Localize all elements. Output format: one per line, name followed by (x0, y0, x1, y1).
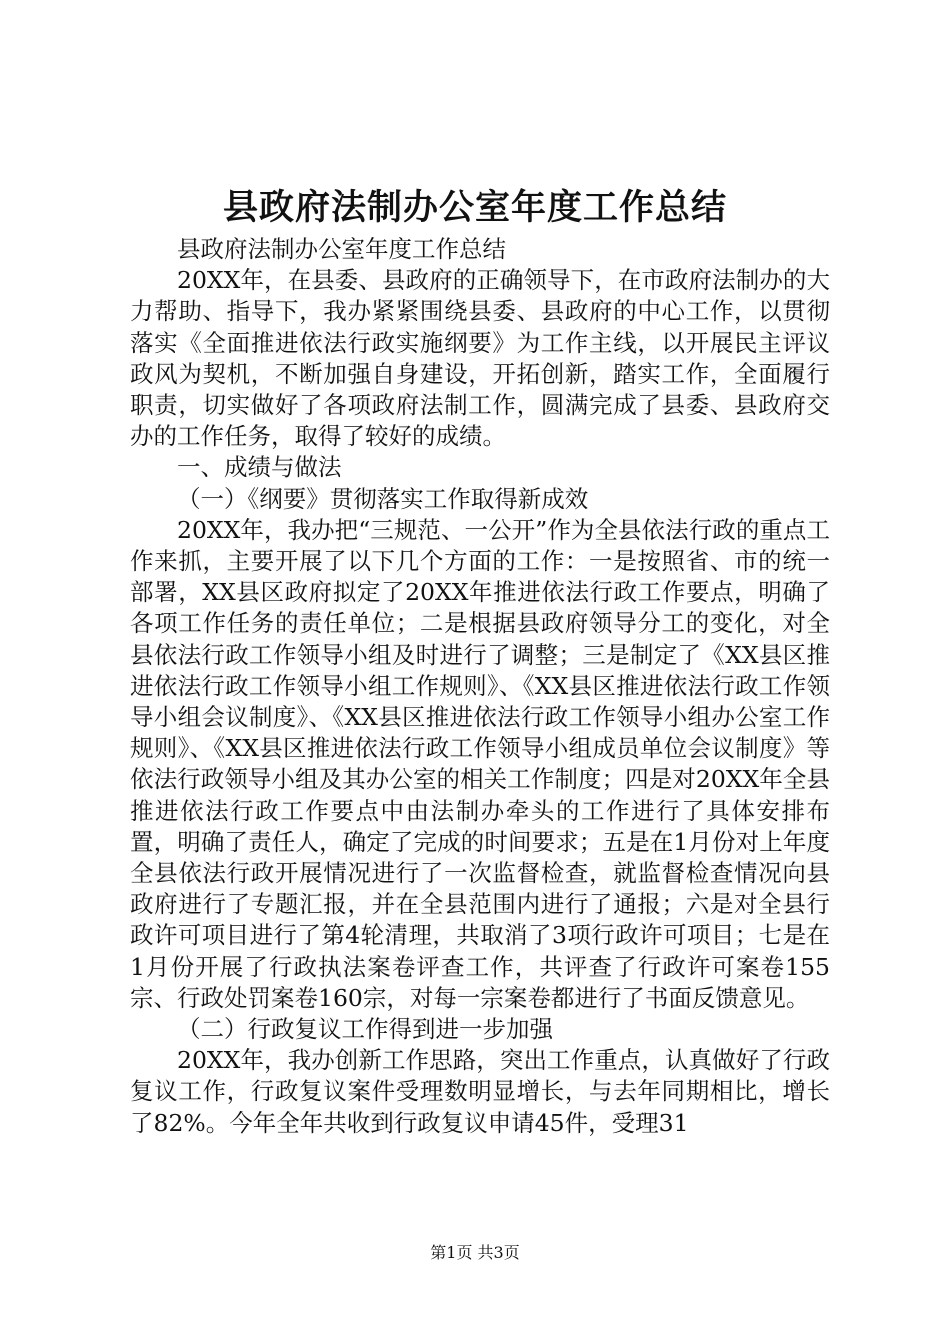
paragraph-body: 20XX年，我办创新工作思路，突出工作重点，认真做好了行政复议工作，行政复议案件受理数明显增长，与去年同期相比，增长了82%。今年全年共收到行政复议申请45件，受理31 (130, 1046, 830, 1137)
subsection-heading: （二）行政复议工作得到进一步加强 (177, 1015, 553, 1044)
paragraph-subtitle: 县政府法制办公室年度工作总结 (177, 235, 506, 263)
document-title: 县政府法制办公室年度工作总结 (222, 187, 727, 228)
document-body (130, 234, 830, 1139)
page-footer: 第1页 共3页 (430, 1243, 520, 1262)
paragraph-intro: 20XX年，在县委、县政府的正确领导下，在市政府法制办的大力帮助、指导下，我办紧紧围绕县委、县政府的中心工作，以贯彻落实《全面推进依法行政实施纲要》为工作主线，以开展民主评议政风为契机，不断加强自身建设，开拓创新，踏实工作，全面履行职责，切实做好了各项政府法制工作，圆满完成了县委、县政府交办的工作任务，取得了较好的成绩。 (130, 266, 830, 451)
subsection-heading: （一）《纲要》贯彻落实工作取得新成效 (177, 484, 589, 513)
section-heading: 一、成绩与做法 (177, 453, 342, 482)
paragraph-body: 20XX年，我办把“三规范、一公开”作为全县依法行政的重点工作来抓，主要开展了以下几个方面的工作：一是按照省、市的统一部署，XX县区政府拟定了20XX年推进依法行政工作要点，明确了各项工作任务的责任单位；二是根据县政府领导分工的变化，对全县依法行政工作领导小组及时进行了调整；三是制定了《XX县区推进依法行政工作领导小组工作规则》、《XX县区推进依法行政工作领导小组会议制度》、《XX县区推进依法行政工作领导小组办公室工作规则》、《XX县区推进依法行政工作领导小组成员单位会议制度》等依法行政领导小组及其办公室的相关工作制度；四是对20XX年全县推进依法行政工作要点中由法制办牵头的工作进行了具体安排布置，明确了责任人，确定了完成的时间要求；五是在1月份对上年度全县依法行政开展情况进行了一次监督检查，就监督检查情况向县政府进行了专题汇报，并在全县范围内进行了通报；六是对全县行政许可项目进行了第4轮清理，共取消了3项行政许可项目；七是在1月份开展了行政执法案卷评查工作，共评查了行政许可案卷155宗、行政处罚案卷160宗，对每一宗案卷都进行了书面反馈意见。 (130, 515, 830, 1012)
